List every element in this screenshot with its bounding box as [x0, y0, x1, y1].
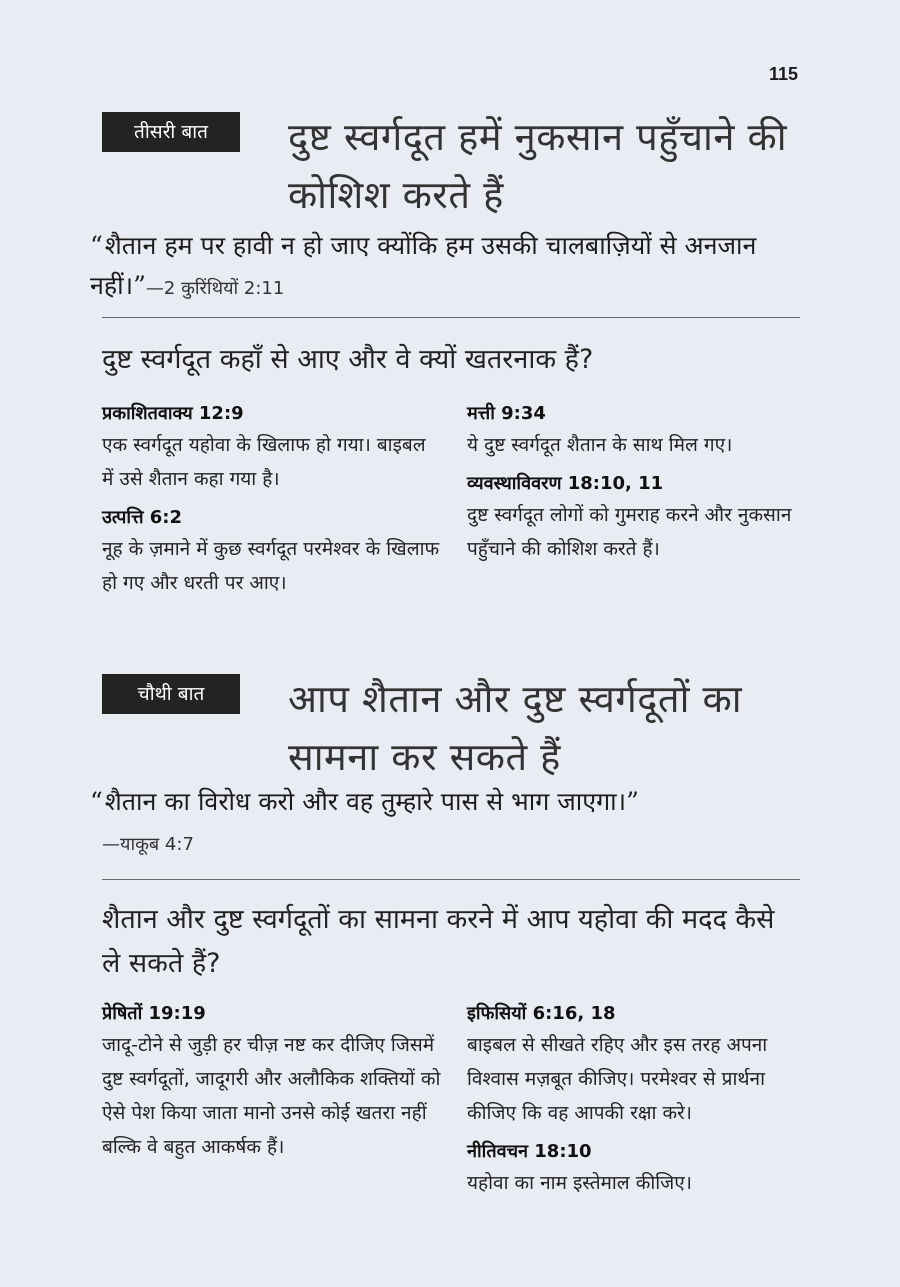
left-column [102, 1000, 442, 1172]
quote-reference: —याकूब 4:7 [102, 834, 194, 855]
scripture-item [102, 1000, 442, 1164]
divider [102, 879, 800, 880]
left-column [102, 400, 442, 608]
section-heading: दुष्ट स्वर्गदूत हमें नुकसान पहुँचाने की कोशिश करते हैं [288, 115, 788, 217]
scripture-reference: नीतिवचन 18:10 [467, 1141, 592, 1162]
quote-text: शैतान हम पर हावी न हो जाए क्योंकि हम उसकी चालबाज़ियों से अनजान नहीं।” [90, 231, 757, 300]
section-tag: तीसरी बात [102, 112, 240, 152]
quote-open-mark: “ [90, 787, 103, 816]
quote-reference: —2 कुरिंथियों 2:11 [145, 278, 285, 299]
scripture-reference: उत्पत्ति 6:2 [102, 507, 183, 528]
right-column [467, 1000, 802, 1208]
quote-text: शैतान का विरोध करो और वह तुम्हारे पास से भाग जाएगा।” [104, 787, 639, 816]
scripture-quote [90, 782, 800, 865]
section-heading: आप शैतान और दुष्ट स्वर्गदूतों का सामना कर सकते हैं [288, 677, 743, 779]
scripture-item [102, 400, 442, 496]
right-column [467, 400, 802, 574]
scripture-reference: इफिसियों 6:16, 18 [467, 1003, 616, 1024]
scripture-reference: व्यवस्थाविवरण 18:10, 11 [467, 473, 664, 494]
scripture-reference: प्रकाशितवाक्य 12:9 [102, 403, 244, 424]
scripture-note: नूह के ज़माने में कुछ स्वर्गदूत परमेश्वर के खिलाफ हो गए और धरती पर आए। [102, 538, 440, 594]
scripture-item [467, 1000, 802, 1130]
quote-open-mark: “ [90, 231, 103, 260]
scripture-note: दुष्ट स्वर्गदूत लोगों को गुमराह करने और नुकसान पहुँचाने की कोशिश करते हैं। [467, 504, 792, 560]
section-question: शैतान और दुष्ट स्वर्गदूतों का सामना करने में आप यहोवा की मदद कैसे ले सकते हैं? [102, 904, 775, 979]
scripture-note: बाइबल से सीखते रहिए और इस तरह अपना विश्वास मज़बूत कीजिए। परमेश्वर से प्रार्थना कीजिए कि वह आपकी रक्षा करे। [467, 1034, 768, 1124]
scripture-note: ये दुष्ट स्वर्गदूत शैतान के साथ मिल गए। [467, 434, 733, 456]
section-point-4 [90, 674, 800, 1234]
scripture-note: जादू-टोने से जुड़ी हर चीज़ नष्ट कर दीजिए जिसमें दुष्ट स्वर्गदूतों, जादूगरी और अलौकिक शक्तियों को ऐसे पेश किया जाता मानो उनसे कोई खतरा नहीं बल्कि वे बहुत आकर्षक हैं। [102, 1034, 441, 1158]
section-question: दुष्ट स्वर्गदूत कहाँ से आए और वे क्यों खतरनाक हैं? [102, 344, 594, 375]
scripture-reference: प्रेषितों 19:19 [102, 1003, 206, 1024]
scripture-reference: मत्ती 9:34 [467, 403, 546, 424]
scripture-note: एक स्वर्गदूत यहोवा के खिलाफ हो गया। बाइबल में उसे शैतान कहा गया है। [102, 434, 426, 490]
scripture-item [467, 1138, 802, 1200]
page-number: 115 [768, 64, 798, 84]
divider [102, 317, 800, 318]
scripture-note: यहोवा का नाम इस्तेमाल कीजिए। [467, 1172, 692, 1194]
scripture-quote [90, 226, 800, 309]
scripture-item [102, 504, 442, 600]
scripture-item [467, 470, 802, 566]
scripture-item [467, 400, 802, 462]
section-tag: चौथी बात [102, 674, 240, 714]
section-point-3 [90, 112, 800, 642]
